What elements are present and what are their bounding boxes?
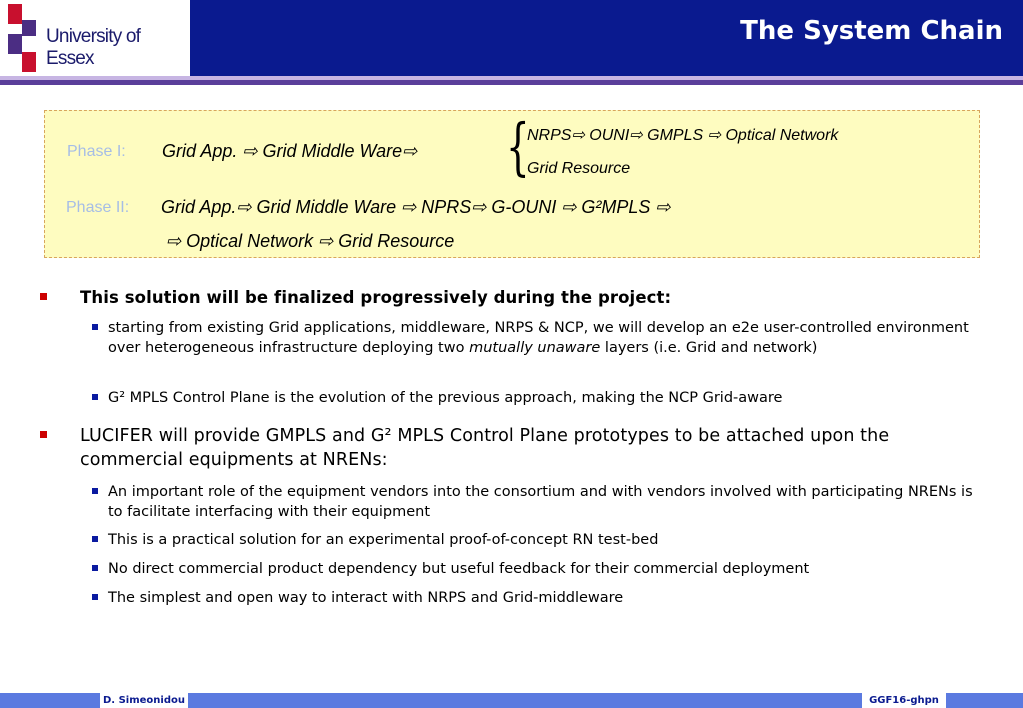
bullet-text: The simplest and open way to interact with NRPS and Grid-middleware [108,590,624,606]
header-bar [0,0,1023,76]
bullet-square-icon [92,394,98,400]
phase1-label: Phase I: [67,143,126,160]
slide-title: The System Chain [740,16,1003,46]
phase2-line2: ⇨ Optical Network ⇨ Grid Resource [166,231,455,251]
bullet-square-icon [40,431,47,438]
logo-text: University of Essex [46,26,141,69]
curly-brace-icon: { [506,110,530,183]
footer-event: GGF16-ghpn [862,693,946,708]
essex-logo-icon [8,4,38,72]
bullet-square-icon [92,536,98,542]
footer-bar [0,693,1023,708]
phase1-line1: NRPS⇨ OUNI⇨ GMPLS ⇨ Optical Network [527,127,839,144]
bullet-square-icon [92,324,98,330]
footer-author: D. Simeonidou [100,693,188,708]
bullet-text: G² MPLS Control Plane is the evolution of the previous approach, making the NCP Grid-aware [108,390,783,406]
bullet-square-icon [92,565,98,571]
phase1-text: Grid App. ⇨ Grid Middle Ware⇨ [162,141,418,161]
bullet-square-icon [92,488,98,494]
university-logo [0,0,190,76]
bullet-text: starting from existing Grid applications, middleware, NRPS & NCP, we will develop an e2e user-controlled environment over heterogeneous infrastructure deploying two mutually unaware layers (i.e. Grid and network) [108,320,969,356]
phase2-line1: Grid App.⇨ Grid Middle Ware ⇨ NPRS⇨ G-OUNI ⇨ G²MPLS ⇨ [161,197,671,217]
phase1-line2: Grid Resource [527,160,631,177]
bullet-text: This solution will be finalized progressively during the project: [80,288,672,307]
bullet-text: This is a practical solution for an experimental proof-of-concept RN test-bed [108,532,659,548]
bullet-text: An important role of the equipment vendors into the consortium and with vendors involved with participating NRENs is to facilitate interfacing with their equipment [108,484,973,520]
header-divider-dark [0,80,1023,85]
bullet-text: LUCIFER will provide GMPLS and G² MPLS Control Plane prototypes to be attached upon the commercial equipments at NRENs: [80,426,890,470]
bullet-square-icon [40,293,47,300]
bullet-text: No direct commercial product dependency but useful feedback for their commercial deployment [108,561,810,577]
phase2-label: Phase II: [66,199,130,216]
bullet-square-icon [92,594,98,600]
